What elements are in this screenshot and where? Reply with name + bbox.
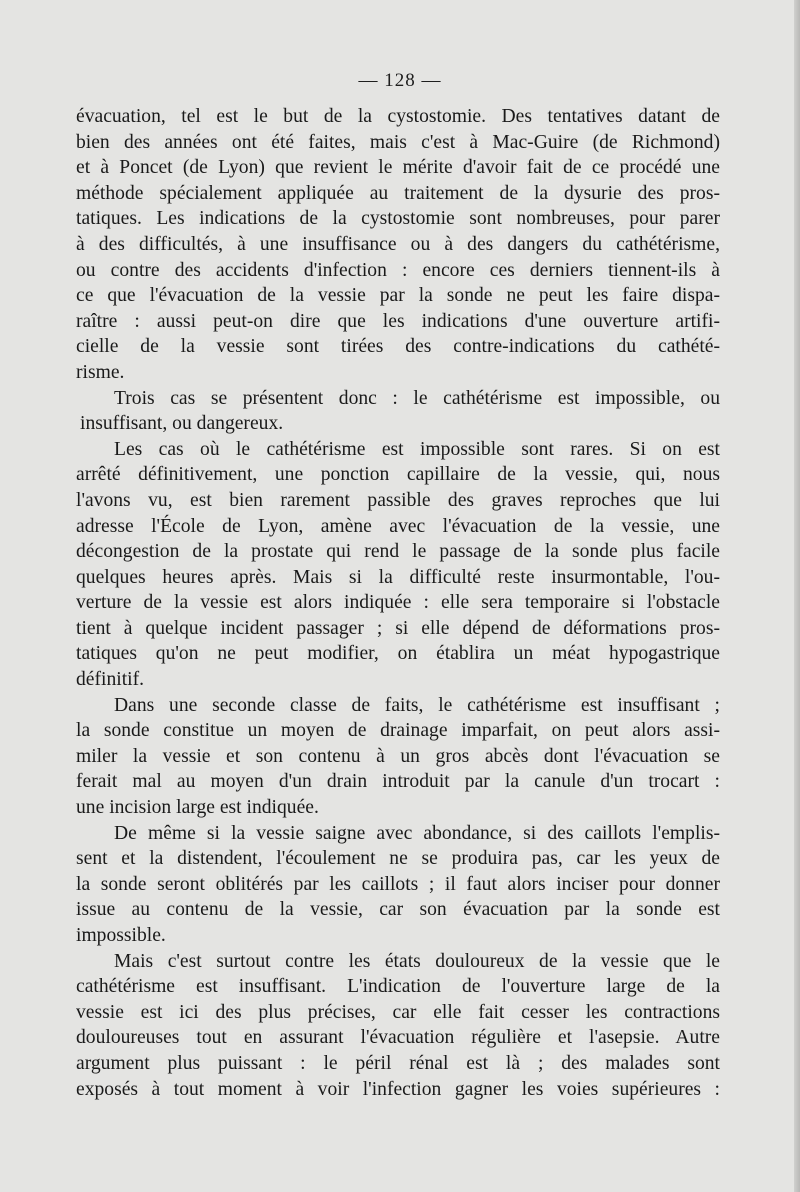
text-line: miler la vessie et son contenu à un gros abcès dont l'évacuation se — [76, 745, 720, 767]
text-line: à des difficultés, à une insuffisance ou à des dangers du cathétérisme, — [76, 233, 720, 255]
page-edge-shadow — [794, 0, 800, 1192]
text-line: vessie est ici des plus précises, car elle fait cesser les contractions — [76, 1001, 720, 1023]
text-line: impossible. — [76, 925, 166, 946]
text-line: quelques heures après. Mais si la difficulté reste insurmontable, l'ou- — [76, 566, 720, 588]
text-line: Dans une seconde classe de faits, le cathétérisme est insuffisant ; — [114, 694, 720, 716]
text-line: adresse l'École de Lyon, amène avec l'évacuation de la vessie, une — [76, 515, 720, 537]
text-line: la sonde seront oblitérés par les caillots ; il faut alors inciser pour donner — [76, 873, 720, 895]
text-line: tatiques. Les indications de la cystostomie sont nombreuses, pour parer — [76, 208, 720, 230]
text-line: tatiques qu'on ne peut modifier, on établira un méat hypogastrique — [76, 643, 720, 665]
text-line: la sonde constitue un moyen de drainage imparfait, on peut alors assi- — [76, 720, 720, 742]
text-line: ou contre des accidents d'infection : encore ces derniers tiennent-ils à — [76, 259, 720, 281]
text-line: tient à quelque incident passager ; si elle dépend de déformations pros- — [76, 617, 720, 639]
text-line: verture de la vessie est alors indiquée : elle sera temporaire si l'obstacle — [76, 592, 720, 614]
body-text — [76, 104, 720, 1102]
text-line: décongestion de la prostate qui rend le passage de la sonde plus facile — [76, 541, 720, 563]
text-line: sent et la distendent, l'écoulement ne se produira pas, car les yeux de — [76, 848, 720, 870]
text-line: argument plus puissant : le péril rénal est là ; des malades sont — [76, 1052, 720, 1074]
text-line: définitif. — [76, 669, 145, 691]
text-line: raître : aussi peut-on dire que les indications d'une ouverture artifi- — [76, 310, 720, 332]
text-line: ferait mal au moyen d'un drain introduit par la canule d'un trocart : — [76, 771, 720, 793]
text-line: l'avons vu, est bien rarement passible des graves reproches que lui — [76, 489, 720, 511]
text-line: bien des années ont été faites, mais c'est à Mac-Guire (de Richmond) — [76, 131, 720, 153]
text-line: issue au contenu de la vessie, car son évacuation par la sonde est — [76, 899, 720, 921]
text-line: arrêté définitivement, une ponction capillaire de la vessie, qui, nous — [76, 464, 720, 486]
text-line: une incision large est indiquée. — [76, 797, 319, 819]
text-line: douloureuses tout en assurant l'évacuation régulière et l'asepsie. Autre — [76, 1027, 720, 1049]
text-line: Trois cas se présentent donc : le cathétérisme est impossible, ou — [114, 387, 720, 409]
text-line: cielle de la vessie sont tirées des contre-indications du cathété- — [76, 336, 720, 358]
text-line: méthode spécialement appliquée au traitement de la dysurie des pros- — [76, 182, 720, 204]
text-line: ce que l'évacuation de la vessie par la sonde ne peut les faire dispa- — [76, 285, 720, 307]
text-line: risme. — [76, 361, 125, 383]
text-line: De même si la vessie saigne avec abondance, si des caillots l'emplis- — [114, 822, 720, 844]
text-line: Les cas où le cathétérisme est impossible sont rares. Si on est — [114, 438, 720, 460]
text-line: exposés à tout moment à voir l'infection gagner les voies supérieures : — [76, 1078, 720, 1100]
page-number: — 128 — — [358, 70, 442, 91]
text-line: Mais c'est surtout contre les états douloureux de la vessie que le — [114, 950, 720, 972]
text-line: évacuation, tel est le but de la cystostomie. Des tentatives datant de — [76, 106, 720, 127]
text-line: insuffisant, ou dangereux. — [80, 413, 284, 435]
text-line: et à Poncet (de Lyon) que revient le mérite d'avoir fait de ce procédé une — [76, 157, 720, 179]
text-line: cathétérisme est insuffisant. L'indication de l'ouverture large de la — [76, 976, 720, 998]
